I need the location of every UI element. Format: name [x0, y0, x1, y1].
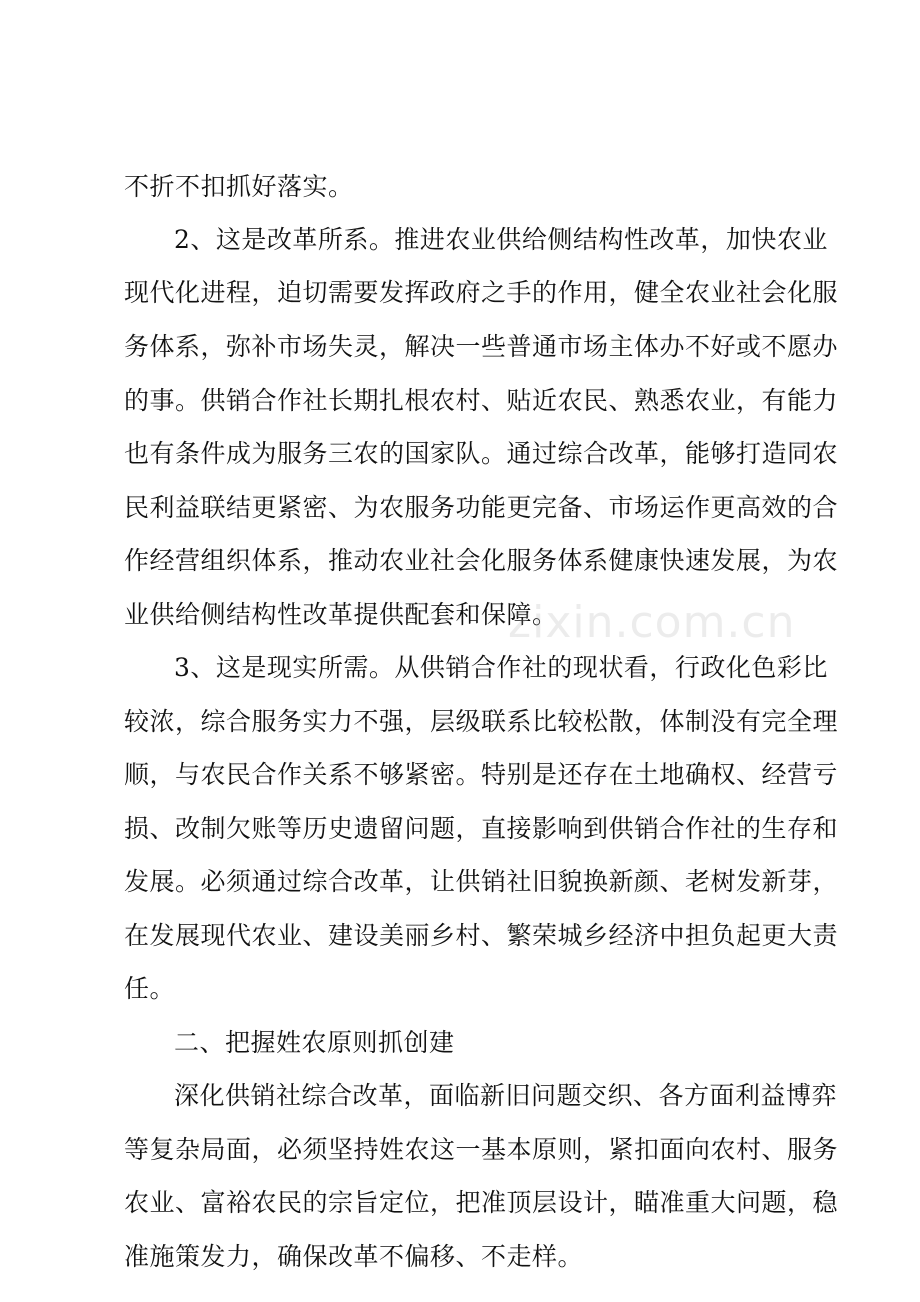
- text-line: 在发展现代农业、建设美丽乡村、繁荣城乡经济中担负起更大责: [124, 921, 839, 950]
- text-line: 顺，与农民合作关系不够紧密。特别是还存在土地确权、经营亏: [124, 760, 839, 789]
- text-line: 发展。必须通过综合改革，让供销社旧貌换新颜、老树发新芽，: [124, 867, 839, 896]
- text-line: 农业、富裕农民的宗旨定位，把准顶层设计，瞄准重大问题，稳: [124, 1188, 839, 1217]
- text-line: 准施策发力，确保改革不偏移、不走样。: [124, 1242, 584, 1271]
- text-line: 3、这是现实所需。从供销合作社的现状看，行政化色彩比: [174, 653, 828, 682]
- watermark: zixin.com.cn: [508, 597, 796, 648]
- section-heading: 二、把握姓农原则抓创建: [174, 1028, 455, 1057]
- text-line: 务体系，弥补市场失灵，解决一些普通市场主体办不好或不愿办: [124, 332, 839, 361]
- text-line: 现代化进程，迫切需要发挥政府之手的作用，健全农业社会化服: [124, 278, 839, 307]
- text-line: 不折不扣抓好落实。: [124, 172, 354, 201]
- text-line: 较浓，综合服务实力不强，层级联系比较松散，体制没有完全理: [124, 707, 839, 736]
- text-line: 民利益联结更紧密、为农服务功能更完备、市场运作更高效的合: [124, 493, 839, 522]
- text-line: 损、改制欠账等历史遗留问题，直接影响到供销合作社的生存和: [124, 814, 839, 843]
- text-line: 任。: [124, 974, 176, 1003]
- text-line: 业供给侧结构性改革提供配套和保障。: [124, 600, 558, 629]
- text-line: 深化供销社综合改革，面临新旧问题交织、各方面利益博弈: [174, 1081, 838, 1110]
- text-line: 作经营组织体系，推动农业社会化服务体系健康快速发展，为农: [124, 546, 839, 575]
- text-line: 的事。供销合作社长期扎根农村、贴近农民、熟悉农业，有能力: [124, 386, 839, 415]
- text-line: 2、这是改革所系。推进农业供给侧结构性改革，加快农业: [174, 225, 828, 254]
- text-line: 也有条件成为服务三农的国家队。通过综合改革，能够打造同农: [124, 439, 839, 468]
- text-line: 等复杂局面，必须坚持姓农这一基本原则，紧扣面向农村、服务: [124, 1135, 839, 1164]
